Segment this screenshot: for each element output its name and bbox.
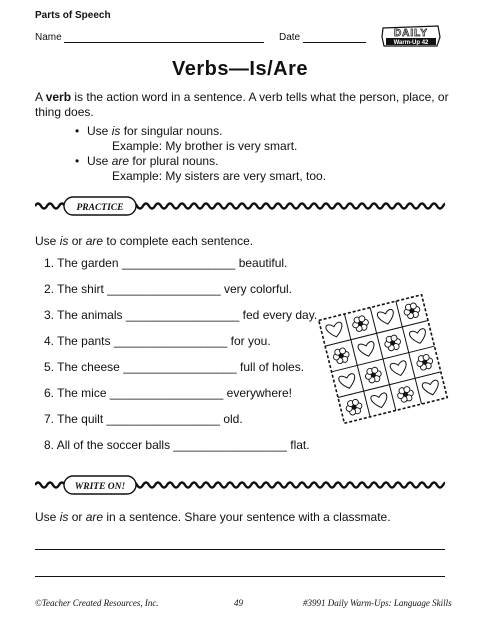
practice-item-3: 3. The animals _________________ fed every day. [44,308,318,322]
answer-blank[interactable]: _________________ [109,386,224,400]
practice-instruction: Use is or are to complete each sentence. [35,234,254,248]
writing-line[interactable] [35,549,445,550]
answer-blank[interactable]: _________________ [123,360,237,374]
svg-text:PRACTICE: PRACTICE [76,203,124,213]
badge-subtitle: Warm-Up 42 [393,40,429,46]
rule-example: Example: My sisters are very smart, too. [112,169,327,183]
answer-blank[interactable]: _________________ [121,256,236,270]
intro-paragraph: A verb is the action word in a sentence. A verb tells what the person, place, or thing does. [35,90,449,119]
writing-line[interactable] [35,576,445,577]
practice-item-6: 6. The mice _________________ everywhere! [44,386,293,400]
page-number: 49 [234,598,243,608]
section-label: Parts of Speech [35,10,111,21]
answer-blank[interactable]: _________________ [173,438,287,452]
rules-list [75,124,435,184]
write-on-label [63,475,137,495]
practice-label [63,196,137,216]
practice-item-5: 5. The cheese _________________ full of holes. [44,360,305,374]
bullet-icon: • [75,124,80,138]
svg-text:WRITE ON!: WRITE ON! [74,482,126,492]
verb-term: verb [45,90,72,104]
name-label: Name [35,32,62,43]
page-title: Verbs—Is/Are [171,58,309,80]
daily-warmup-badge [380,24,442,48]
rule-example: Example: My brother is very smart. [112,139,298,153]
quilt-body [319,295,447,423]
write-on-instruction: Use is or are in a sentence. Share your sentence with a classmate. [35,510,391,524]
footer-copyright: ©Teacher Created Resources, Inc. [35,598,159,608]
rule-plural: • Use are for plural nouns. Example: My sisters are very smart, too. [75,154,435,184]
answer-blank[interactable]: _________________ [107,282,221,296]
date-field[interactable] [303,42,366,43]
answer-blank[interactable]: _________________ [106,412,220,426]
quilt-illustration [312,288,454,430]
answer-blank[interactable]: _________________ [125,308,240,322]
practice-item-1: 1. The garden _________________ beautiful. [44,256,288,270]
rule-singular: • Use is for singular nouns. Example: My brother is very smart. [75,124,435,154]
name-field[interactable] [64,42,264,43]
badge-title: DAILY [393,28,429,39]
practice-item-8: 8. All of the soccer balls _________________ flat. [44,438,310,452]
bullet-icon: • [75,154,80,168]
practice-item-4: 4. The pants _________________ for you. [44,334,271,348]
answer-blank[interactable]: _________________ [113,334,228,348]
practice-item-7: 7. The quilt _________________ old. [44,412,243,426]
date-label: Date [279,32,301,43]
practice-item-2: 2. The shirt _________________ very colorful. [44,282,293,296]
footer-book-title: #3991 Daily Warm-Ups: Language Skills [303,598,452,608]
